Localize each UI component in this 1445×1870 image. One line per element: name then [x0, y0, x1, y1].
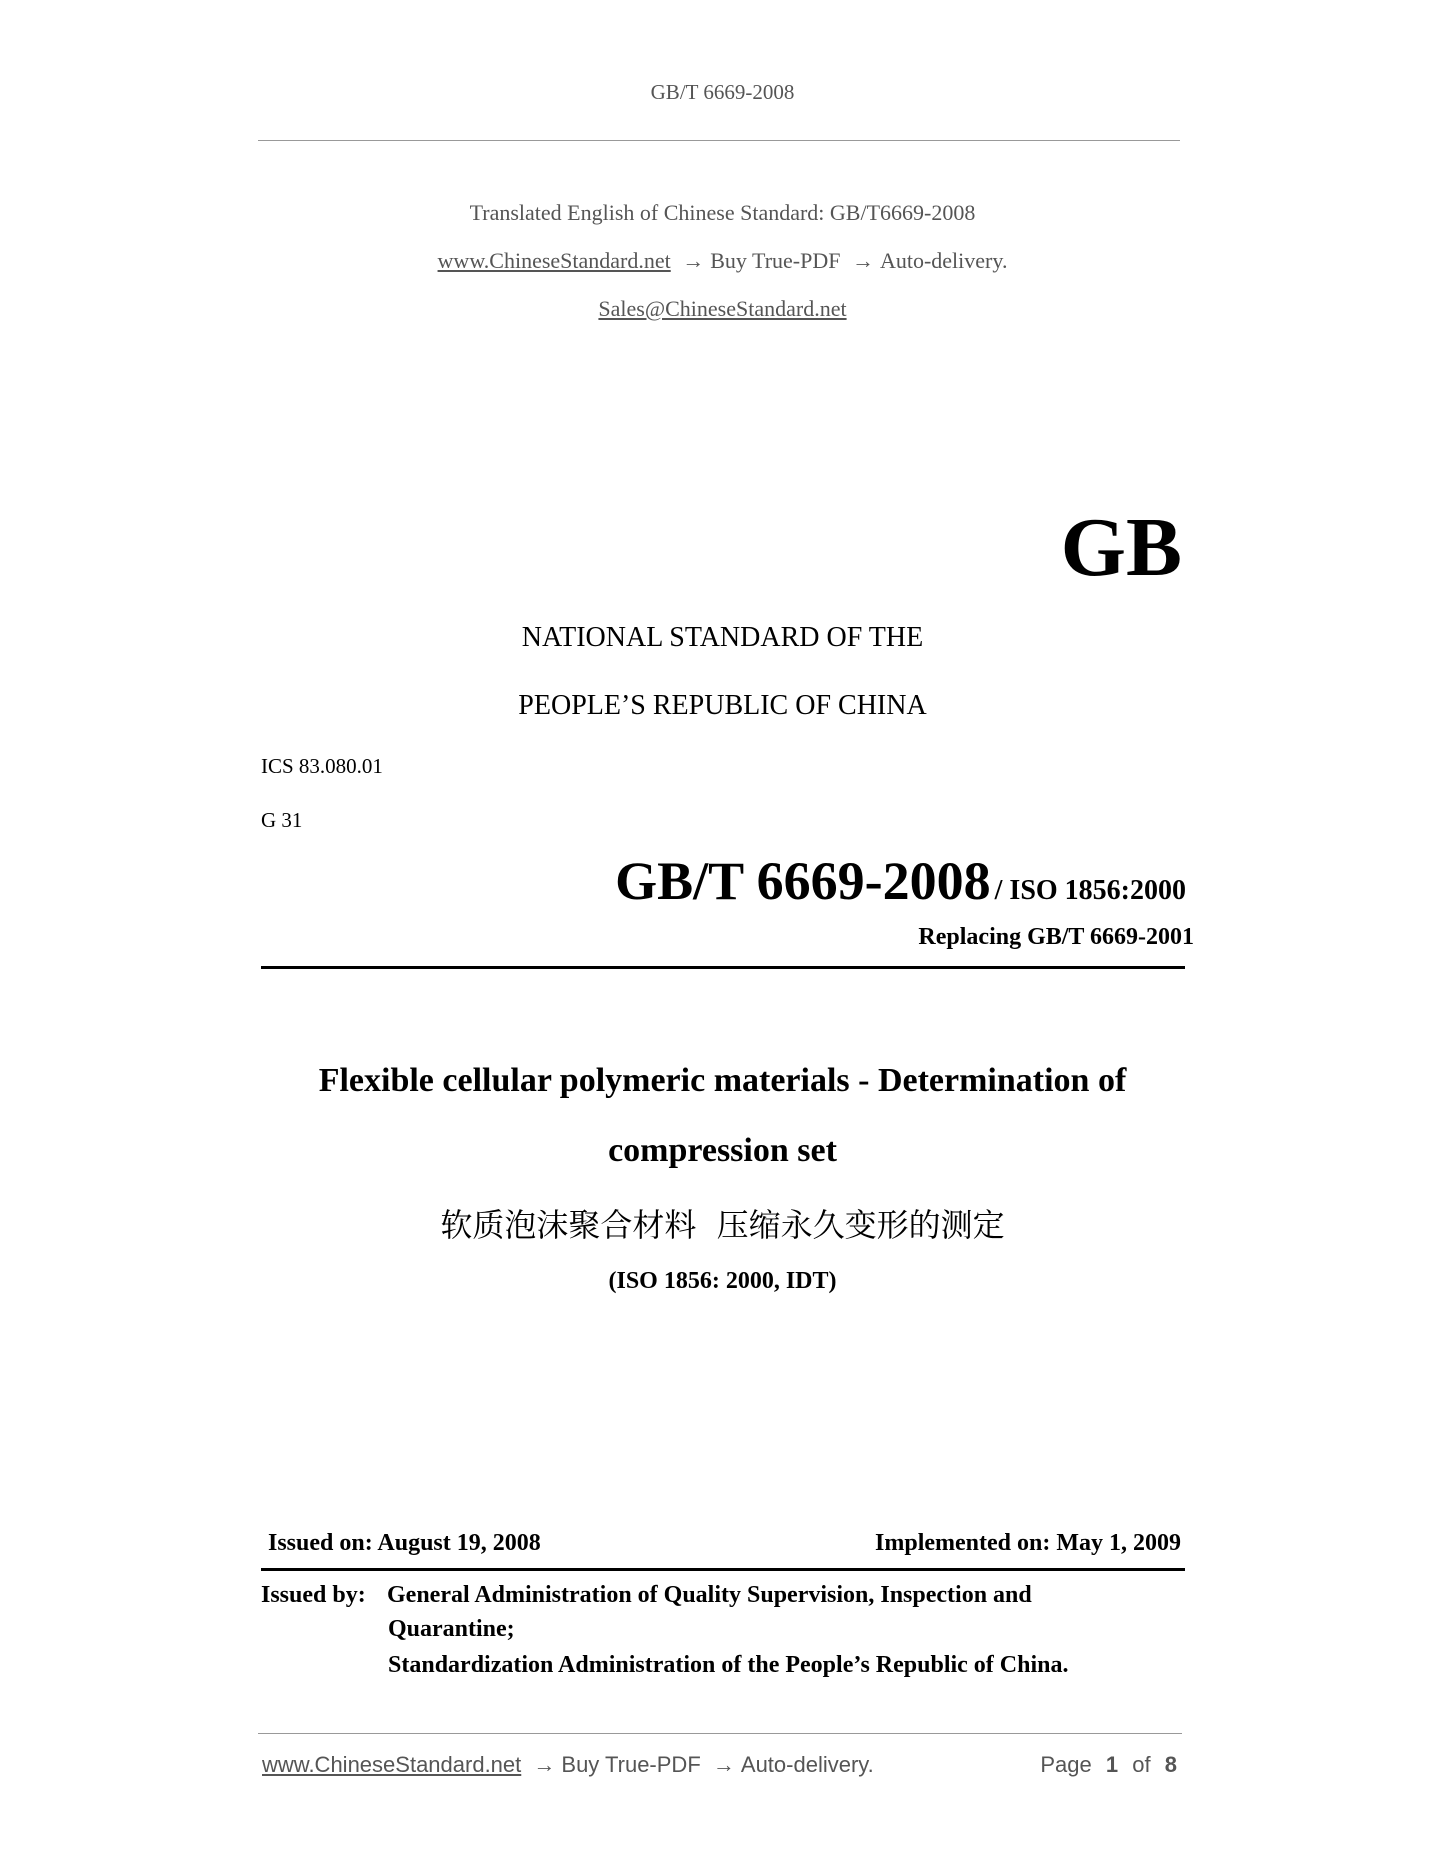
adoption-note: (ISO 1856: 2000, IDT): [608, 1268, 837, 1294]
national-standard-line1: NATIONAL STANDARD OF THE: [521, 622, 924, 653]
title-cn: 软质泡沫聚合材料 压缩永久变形的测定: [440, 1206, 1005, 1244]
footer-delivery-text: Auto-delivery.: [740, 1752, 874, 1777]
buy-text: Buy True-PDF: [710, 248, 841, 273]
footer-purchase-line: [262, 1752, 874, 1778]
title-divider: [261, 966, 1185, 969]
issued-on: Issued on: August 19, 2008: [268, 1530, 541, 1556]
standard-number: GB/T 6669-2008: [615, 851, 991, 911]
footer-buy-text: Buy True-PDF: [561, 1752, 701, 1777]
page-indicator: [1040, 1752, 1177, 1778]
issuer-line1: General Administration of Quality Supervision, Inspection and: [387, 1582, 1032, 1608]
replacing-note: Replacing GB/T 6669-2001: [918, 924, 1194, 950]
page-total: 8: [1164, 1752, 1177, 1777]
arrow-right-icon: →: [712, 1752, 735, 1777]
of-word: of: [1132, 1752, 1151, 1777]
page-current: 1: [1105, 1752, 1119, 1777]
translated-line: Translated English of Chinese Standard: GB/T6669-2008: [469, 200, 976, 225]
gb-logo: GB: [1060, 501, 1182, 594]
implemented-on: Implemented on: May 1, 2009: [875, 1530, 1181, 1556]
national-standard-line2: PEOPLE’S REPUBLIC OF CHINA: [518, 690, 927, 721]
banner-purchase-line: [0, 248, 1445, 274]
footer-site-link[interactable]: www.ChineseStandard.net: [262, 1752, 522, 1777]
page-word: Page: [1040, 1752, 1092, 1777]
dates-divider: [261, 1568, 1185, 1571]
title-en-line1: Flexible cellular polymeric materials - Determination of: [318, 1062, 1127, 1099]
ics-code: ICS 83.080.01: [261, 754, 383, 778]
running-header: GB/T 6669-2008: [650, 80, 795, 104]
issuer-line2: Quarantine;: [388, 1616, 515, 1642]
iso-equivalent: / ISO 1856:2000: [994, 875, 1186, 906]
sales-email-line: [0, 296, 1445, 322]
ccs-code: G 31: [261, 808, 303, 832]
standard-number-block: [615, 850, 1186, 912]
header-divider: [258, 140, 1180, 141]
delivery-text: Auto-delivery.: [879, 248, 1008, 273]
site-link[interactable]: www.ChineseStandard.net: [437, 248, 671, 273]
arrow-right-icon: →: [851, 248, 874, 273]
issuer-line3: Standardization Administration of the People’s Republic of China.: [388, 1652, 1069, 1678]
arrow-right-icon: →: [682, 248, 705, 273]
footer-divider: [258, 1733, 1182, 1734]
title-en-line2: compression set: [608, 1132, 837, 1169]
arrow-right-icon: →: [533, 1752, 556, 1777]
issuer-label: Issued by:: [261, 1582, 366, 1608]
sales-email-link[interactable]: Sales@ChineseStandard.net: [598, 296, 847, 321]
